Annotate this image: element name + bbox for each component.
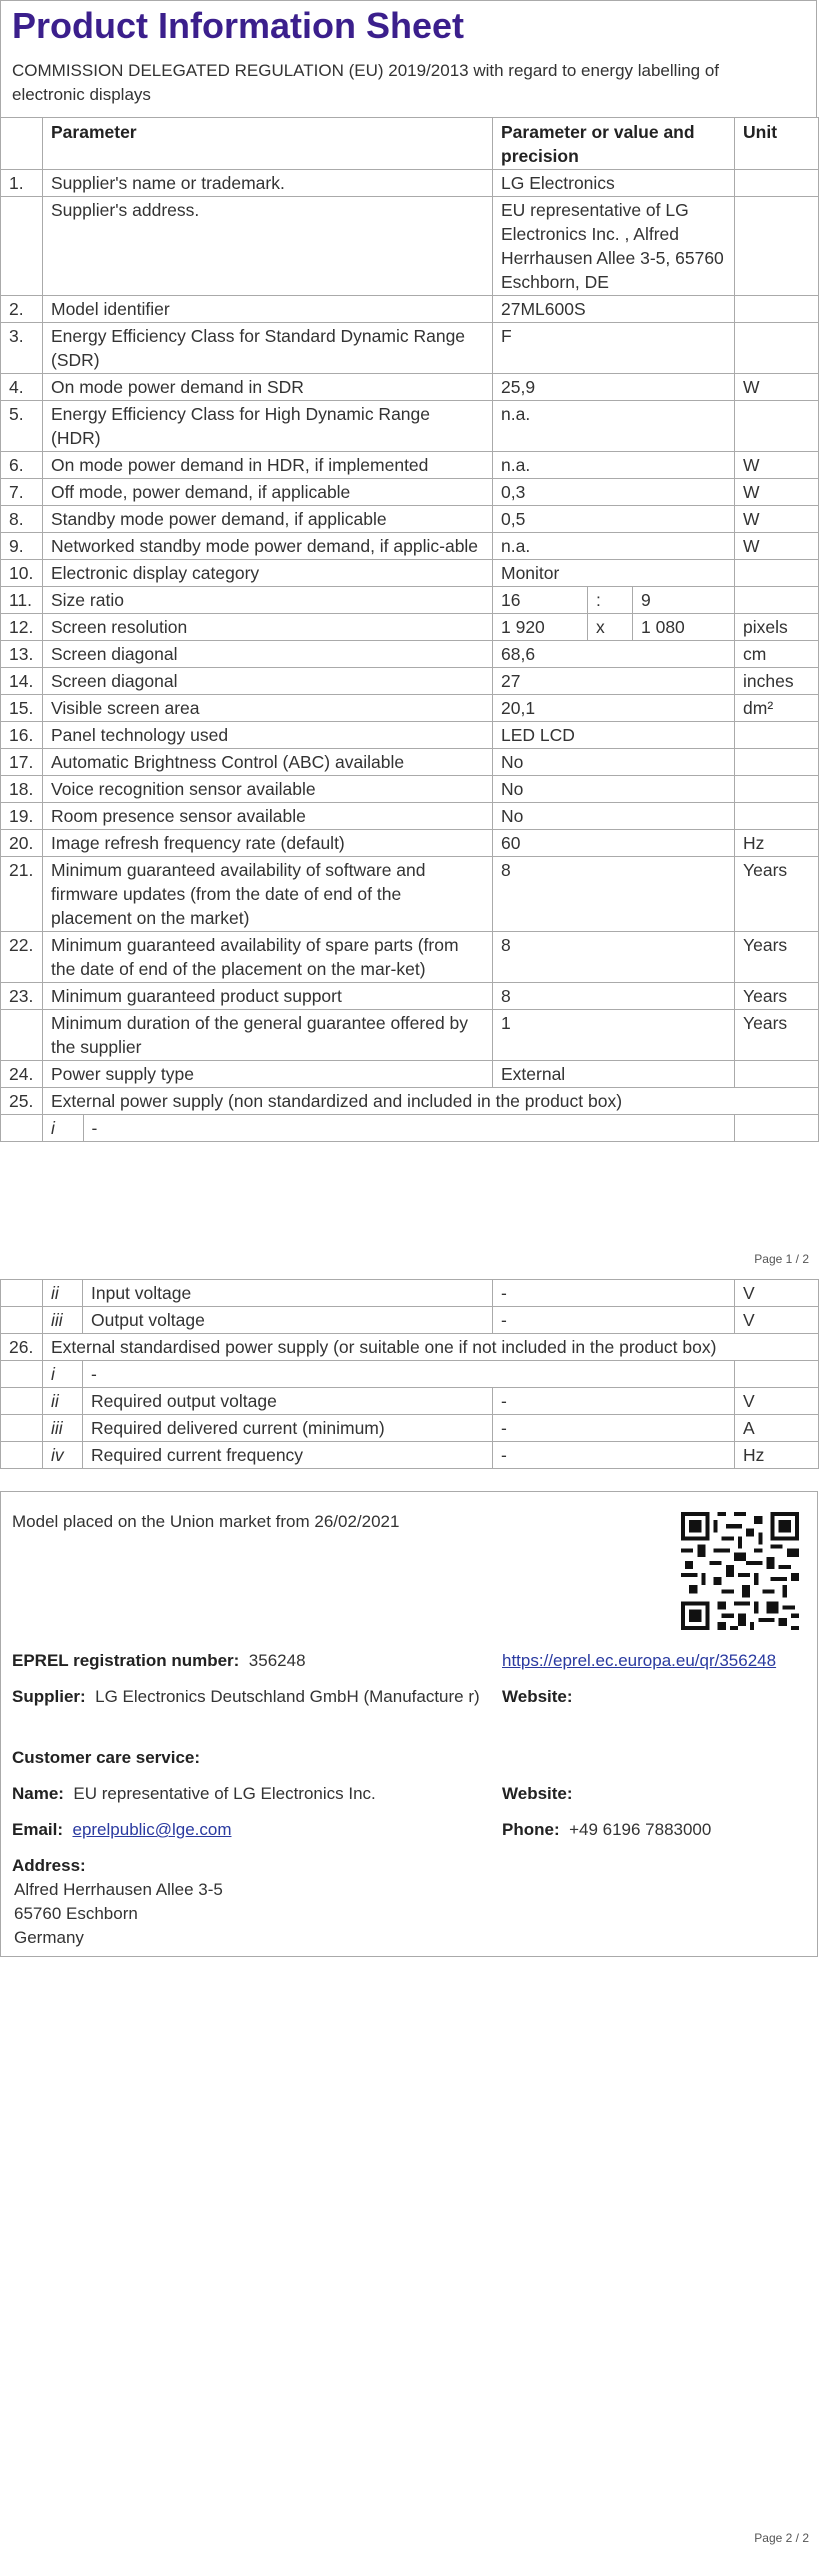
name-label: Name:	[12, 1784, 64, 1803]
table-row: 26. External standardised power supply (or suitable one if not included in the product box)	[1, 1334, 819, 1361]
care-name	[12, 1782, 376, 1806]
table-row: 10. Electronic display category Monitor	[1, 560, 819, 587]
supplier-info	[12, 1685, 492, 1709]
table-row: iii Output voltage - V	[1, 1307, 819, 1334]
table-row: 22. Minimum guaranteed availability of spare parts (from the date of end of the placement on the mar-ket) 8 Years	[1, 932, 819, 983]
email-label: Email:	[12, 1820, 64, 1839]
table-row: 14. Screen diagonal 27 inches	[1, 668, 819, 695]
table-row: 24. Power supply type External	[1, 1061, 819, 1088]
table-header-row	[1, 118, 819, 170]
supplier-label: Supplier:	[12, 1687, 86, 1706]
address-heading: Address:	[12, 1856, 86, 1875]
care-email	[12, 1818, 232, 1842]
table-row: iii Required delivered current (minimum) - A	[1, 1415, 819, 1442]
table-row: 1. Supplier's name or trademark. LG Electronics	[1, 170, 819, 197]
phone-label: Phone:	[502, 1820, 560, 1839]
table-row: 5. Energy Efficiency Class for High Dynamic Range (HDR) n.a.	[1, 401, 819, 452]
table-row: 4. On mode power demand in SDR 25,9 W	[1, 374, 819, 401]
table-row: 19. Room presence sensor available No	[1, 803, 819, 830]
table-row: 25. External power supply (non standardized and included in the product box)	[1, 1088, 819, 1115]
spec-table-page1	[0, 117, 819, 1142]
customer-care-heading: Customer care service:	[12, 1748, 201, 1767]
table-row: i -	[1, 1361, 819, 1388]
qr-code-icon[interactable]	[681, 1512, 799, 1630]
table-row: 2. Model identifier 27ML600S	[1, 296, 819, 323]
name-value: EU representative of LG Electronics Inc.	[73, 1784, 376, 1803]
table-row: 6. On mode power demand in HDR, if implemented n.a. W	[1, 452, 819, 479]
header-unit: Unit	[735, 118, 819, 170]
email-link[interactable]: eprelpublic@lge.com	[72, 1820, 232, 1839]
page-number-2: Page 2 / 2	[754, 2531, 809, 2545]
table-row: 8. Standby mode power demand, if applicable 0,5 W	[1, 506, 819, 533]
table-row: 20. Image refresh frequency rate (default) 60 Hz	[1, 830, 819, 857]
table-row: 18. Voice recognition sensor available No	[1, 776, 819, 803]
page-title: Product Information Sheet	[12, 5, 465, 46]
market-date-text: Model placed on the Union market from 26/02/2021	[12, 1512, 400, 1531]
website-label: Website:	[502, 1687, 573, 1706]
address-line-2: 65760 Eschborn	[14, 1904, 138, 1923]
table-row: 11. Size ratio 16 : 9	[1, 587, 819, 614]
header-parameter: Parameter	[43, 118, 493, 170]
phone-value: +49 6196 7883000	[569, 1820, 712, 1839]
eprel-registration	[12, 1649, 306, 1673]
table-row: 12. Screen resolution 1 920 x 1 080 pixels	[1, 614, 819, 641]
regulation-subtitle: COMMISSION DELEGATED REGULATION (EU) 2019/2013 with regard to energy labelling of electronic displays	[12, 61, 720, 104]
address-line-1: Alfred Herrhausen Allee 3-5	[14, 1880, 223, 1899]
supplier-website	[502, 1685, 573, 1709]
header-value: Parameter or value and precision	[493, 118, 735, 170]
header-box	[0, 0, 817, 118]
care-website	[502, 1782, 573, 1806]
supplier-value: LG Electronics Deutschland GmbH (Manufacture r)	[95, 1687, 480, 1706]
table-row: 23. Minimum guaranteed product support 8 Years	[1, 983, 819, 1010]
spec-table-page2	[0, 1279, 819, 1469]
table-row: 13. Screen diagonal 68,6 cm	[1, 641, 819, 668]
care-phone	[502, 1818, 711, 1842]
eprel-url-link[interactable]: https://eprel.ec.europa.eu/qr/356248	[502, 1651, 777, 1670]
table-row: ii Required output voltage - V	[1, 1388, 819, 1415]
table-row: Minimum duration of the general guarantee offered by the supplier 1 Years	[1, 1010, 819, 1061]
table-row: 16. Panel technology used LED LCD	[1, 722, 819, 749]
eprel-number: 356248	[248, 1651, 306, 1670]
table-row: iv Required current frequency - Hz	[1, 1442, 819, 1469]
table-row: 15. Visible screen area 20,1 dm²	[1, 695, 819, 722]
address-line-3: Germany	[14, 1928, 84, 1947]
table-row: ii Input voltage - V	[1, 1280, 819, 1307]
table-row: i -	[1, 1115, 819, 1142]
website2-label: Website:	[502, 1784, 573, 1803]
supplier-info-box	[0, 1491, 818, 1957]
table-row: Supplier's address. EU representative of LG Electronics Inc. , Alfred Herrhausen Allee 3-5, 65760 Eschborn, DE	[1, 197, 819, 296]
eprel-label: EPREL registration number:	[12, 1651, 240, 1670]
table-row: 17. Automatic Brightness Control (ABC) available No	[1, 749, 819, 776]
table-row: 9. Networked standby mode power demand, if applic-able n.a. W	[1, 533, 819, 560]
table-row: 7. Off mode, power demand, if applicable 0,3 W	[1, 479, 819, 506]
table-row: 3. Energy Efficiency Class for Standard Dynamic Range (SDR) F	[1, 323, 819, 374]
table-row: 21. Minimum guaranteed availability of software and firmware updates (from the date of end of the placement on the market) 8 Years	[1, 857, 819, 932]
page-number-1: Page 1 / 2	[754, 1252, 809, 1266]
